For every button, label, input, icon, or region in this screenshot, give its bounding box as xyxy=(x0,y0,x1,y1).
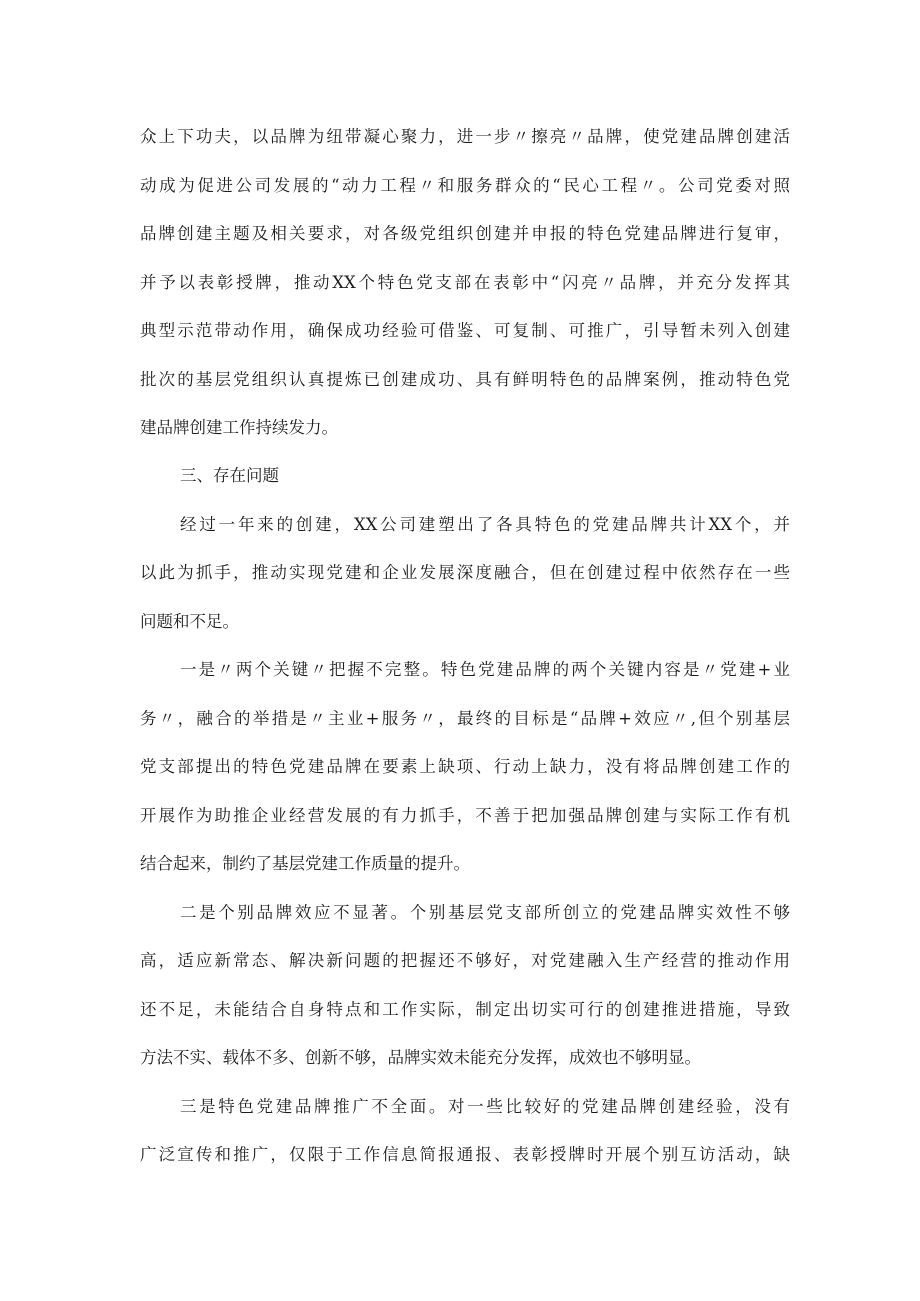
body-text-line: 动成为促进公司发展的“动力工程〃和服务群众的“民心工程〃。公司党委对照 xyxy=(140,176,790,195)
body-text-line: 一是〃两个关键〃把握不完整。特色党建品牌的两个关键内容是〃党建+业 xyxy=(180,660,790,679)
body-text-line: 务〃，融合的举措是〃主业+服务〃，最终的目标是“品牌+效应〃,但个别基层 xyxy=(140,709,790,728)
body-text-line: 方法不实、载体不多、创新不够，品牌实效未能充分发挥，成效也不够明显。 xyxy=(140,1048,701,1067)
body-text-line: 品牌创建主题及相关要求，对各级党组织创建并申报的特色党建品牌进行复审， xyxy=(140,224,790,243)
body-text-line: 结合起来，制约了基层党建工作质量的提升。 xyxy=(140,854,470,873)
body-text-line: 还不足，未能结合自身特点和工作实际，制定出切实可行的创建推进措施，导致 xyxy=(140,1000,790,1019)
body-text-line: 开展作为助推企业经营发展的有力抓手，不善于把加强品牌创建与实际工作有机 xyxy=(140,806,790,825)
body-text-line: 典型示范带动作用，确保成功经验可借鉴、可复制、可推广，引导暂未列入创建 xyxy=(140,321,790,340)
body-text-line: 众上下功夫，以品牌为纽带凝心聚力，进一步〃擦亮〃品牌，使党建品牌创建活 xyxy=(140,127,790,146)
body-text-line: 党支部提出的特色党建品牌在要素上缺项、行动上缺力，没有将品牌创建工作的 xyxy=(140,757,790,776)
section-heading: 三、存在问题 xyxy=(180,466,279,485)
body-text-line: 经过一年来的创建，XX公司建塑出了各具特色的党建品牌共计XX个，并 xyxy=(180,515,790,534)
body-text-line: 批次的基层党组织认真提炼已创建成功、具有鲜明特色的品牌案例，推动特色党 xyxy=(140,370,790,389)
body-text-line: 广泛宣传和推广，仅限于工作信息简报通报、表彰授牌时开展个别互访活动，缺 xyxy=(140,1145,790,1164)
body-text-line: 三是特色党建品牌推广不全面。对一些比较好的党建品牌创建经验，没有 xyxy=(180,1097,790,1116)
body-text-line: 问题和不足。 xyxy=(140,612,239,631)
body-text-line: 以此为抓手，推动实现党建和企业发展深度融合，但在创建过程中依然存在一些 xyxy=(140,563,790,582)
body-text-line: 建品牌创建工作持续发力。 xyxy=(140,418,338,437)
body-text-line: 并予以表彰授牌，推动XX个特色党支部在表彰中“闪亮〃品牌，并充分发挥其 xyxy=(140,273,790,292)
body-text-line: 高，适应新常态、解决新问题的把握还不够好，对党建融入生产经营的推动作用 xyxy=(140,951,790,970)
body-text-line: 二是个别品牌效应不显著。个别基层党支部所创立的党建品牌实效性不够 xyxy=(180,903,790,922)
